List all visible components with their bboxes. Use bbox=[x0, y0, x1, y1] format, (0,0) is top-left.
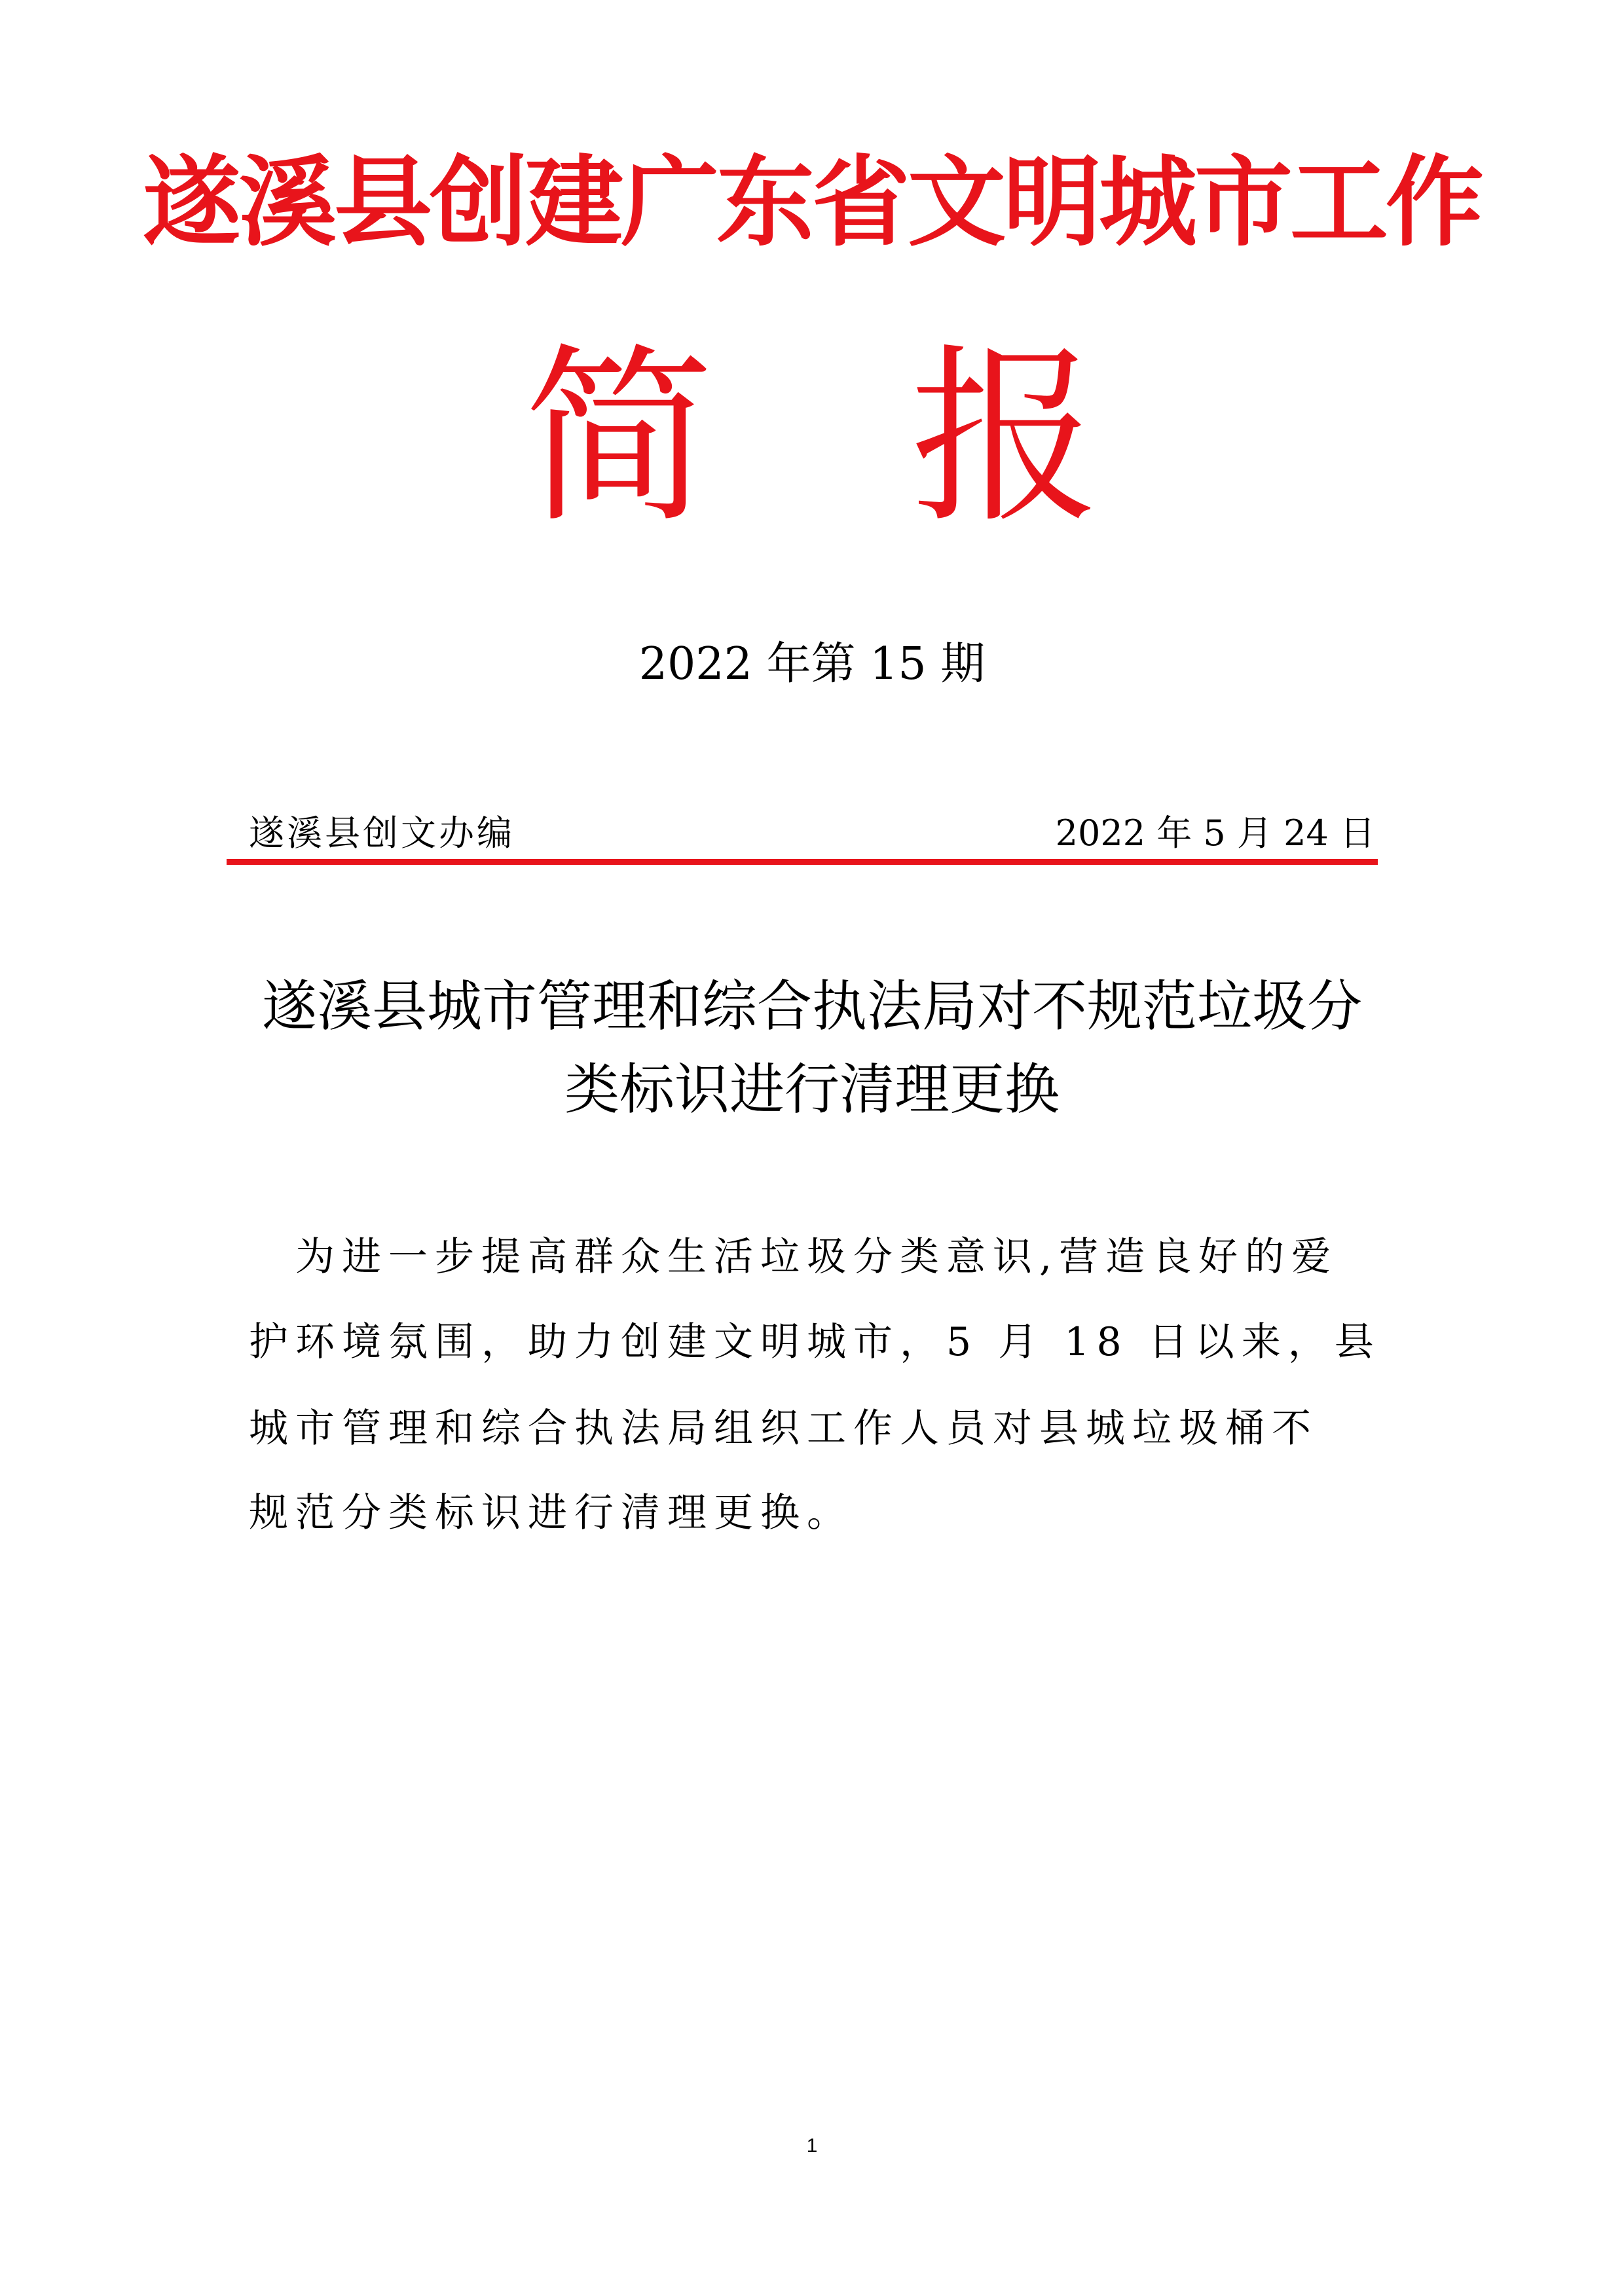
issue-date: 2022 年 5 月 24 日 bbox=[1055, 812, 1375, 854]
editor-label: 遂溪县创文办编 bbox=[249, 812, 515, 854]
masthead-title bbox=[0, 328, 1624, 549]
body-line: 为进一步提高群众生活垃圾分类意识,营造良好的爱 bbox=[249, 1234, 1338, 1280]
page-number: 1 bbox=[806, 2135, 818, 2157]
masthead-title-char: 简 bbox=[524, 328, 714, 549]
issue-number: 2022 年第 15 期 bbox=[638, 638, 986, 690]
masthead-organization: 遂溪县创建广东省文明城市工作 bbox=[142, 146, 1481, 260]
red-divider bbox=[227, 859, 1378, 865]
body-line: 护环境氛围，助力创建文明城市，5 月 18 日以来，县 bbox=[249, 1319, 1381, 1365]
body-line: 规范分类标识进行清理更换。 bbox=[249, 1490, 853, 1536]
masthead-title-char: 报 bbox=[910, 328, 1100, 549]
article-title-line: 类标识进行清理更换 bbox=[564, 1057, 1060, 1121]
body-line: 城市管理和综合执法局组织工作人员对县城垃圾桶不 bbox=[249, 1406, 1318, 1451]
article-title-line: 遂溪县城市管理和综合执法局对不规范垃圾分 bbox=[261, 974, 1362, 1038]
